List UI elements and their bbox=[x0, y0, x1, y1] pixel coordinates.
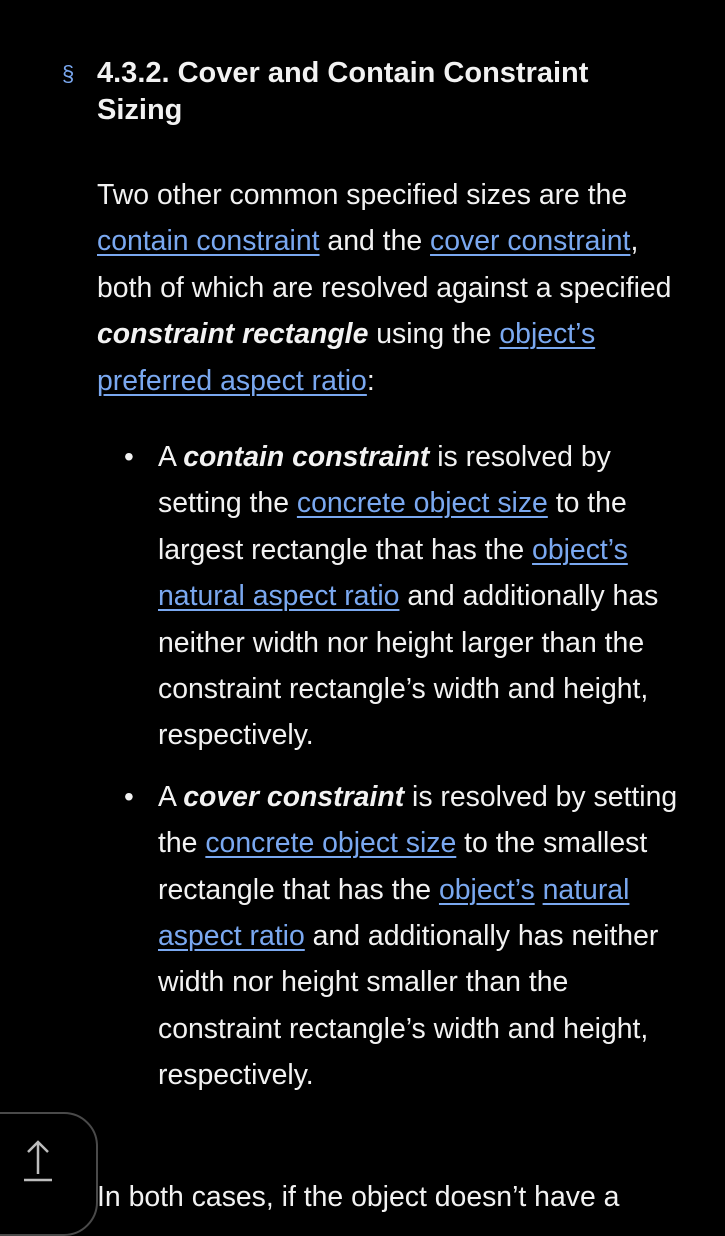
intro-paragraph bbox=[97, 172, 692, 404]
term-contain-constraint: contain constraint bbox=[183, 441, 430, 473]
bullet-icon: • bbox=[124, 780, 134, 812]
cutoff-paragraph: In both cases, if the object doesn’t have a bbox=[97, 1181, 620, 1213]
text: Two other common specified sizes are the bbox=[97, 179, 628, 211]
text: is resolved by setting the bbox=[158, 441, 611, 520]
bullet-icon: • bbox=[124, 441, 134, 472]
section-anchor-link[interactable]: § bbox=[62, 61, 75, 86]
list-item bbox=[124, 434, 693, 759]
arrow-up-icon bbox=[20, 1136, 56, 1184]
link-objects[interactable]: object’s bbox=[499, 318, 596, 351]
link-cover-constraint[interactable]: cover constraint bbox=[430, 225, 631, 258]
text: to the largest rectangle that has the bbox=[158, 487, 627, 566]
text: and additionally has neither width nor height smaller than the constraint rectangle’s width and height, respectively. bbox=[158, 920, 659, 1092]
list-item bbox=[124, 774, 693, 1099]
link-preferred-aspect-ratio[interactable]: preferred aspect ratio bbox=[97, 364, 367, 397]
link-contain-constraint[interactable]: contain constraint bbox=[97, 225, 320, 258]
text: to the smallest rectangle that has the bbox=[158, 827, 648, 906]
text bbox=[535, 874, 543, 906]
link-concrete-object-size[interactable]: concrete object size bbox=[296, 487, 548, 520]
section-heading bbox=[62, 55, 662, 129]
link-natural-aspect-ratio[interactable]: natural aspect ratio bbox=[158, 873, 630, 953]
text: and additionally has neither width nor height larger than the constraint rectangle’s width and height, respectively. bbox=[158, 580, 659, 752]
link-concrete-object-size[interactable]: concrete object size bbox=[205, 827, 457, 860]
link-objects[interactable]: object’s bbox=[532, 533, 628, 566]
link-objects[interactable]: object’s bbox=[438, 873, 535, 906]
text: A bbox=[158, 441, 184, 473]
text: is resolved by setting the bbox=[158, 780, 678, 860]
text: using the bbox=[368, 318, 500, 351]
text: A bbox=[158, 780, 184, 813]
term-constraint-rectangle: constraint rectangle bbox=[97, 318, 369, 351]
section-number: 4.3.2. bbox=[97, 57, 170, 89]
section-title-text: Cover and Contain Constraint Sizing bbox=[97, 57, 589, 126]
term-cover-constraint: cover constraint bbox=[183, 780, 405, 813]
text: and the bbox=[319, 225, 431, 258]
link-natural-aspect-ratio[interactable]: natural aspect ratio bbox=[158, 580, 400, 613]
text: , both of which are resolved against a specified bbox=[97, 225, 672, 304]
back-to-top-button[interactable] bbox=[0, 1112, 98, 1236]
section-title bbox=[62, 55, 662, 129]
text: : bbox=[366, 364, 375, 397]
bullet-list bbox=[124, 434, 693, 1114]
